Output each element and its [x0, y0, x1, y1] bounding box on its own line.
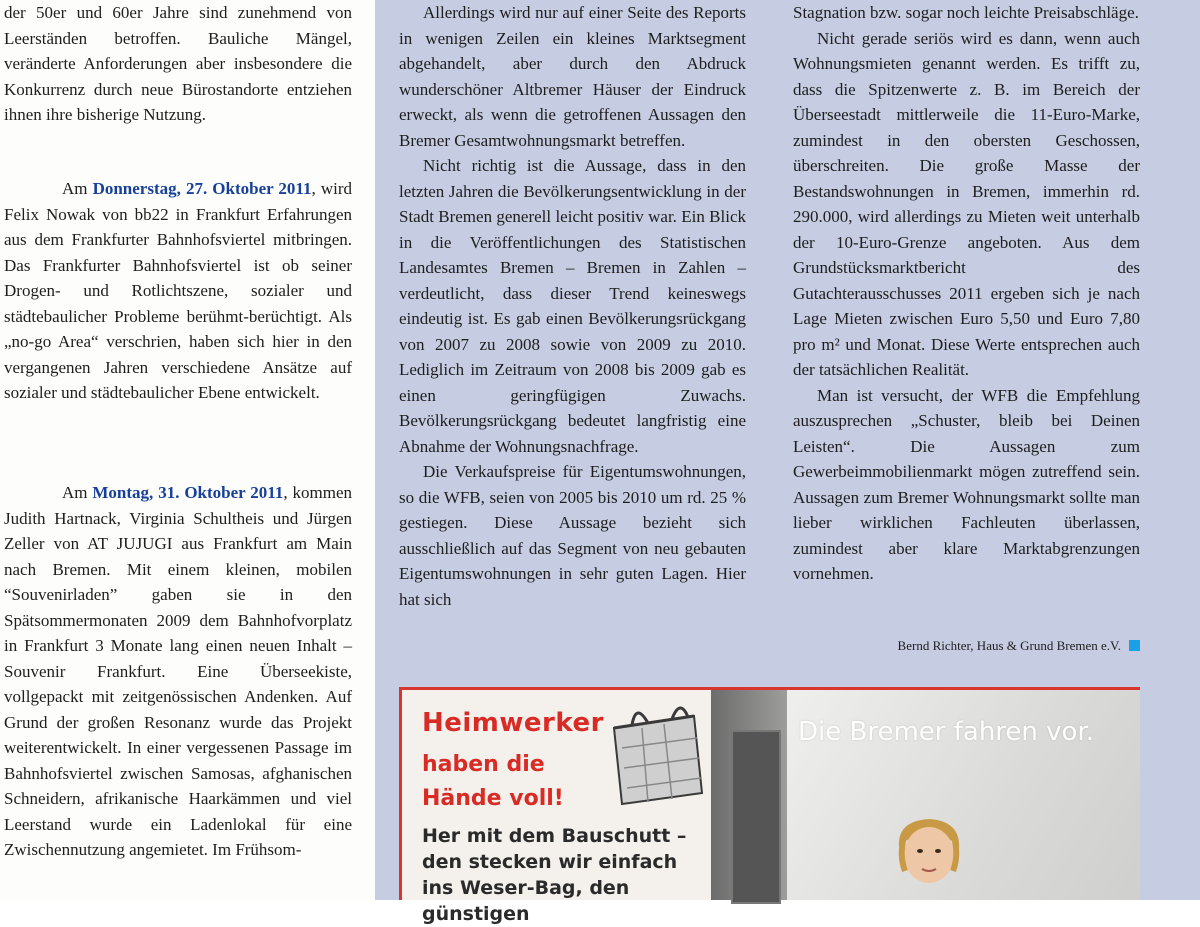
right-paragraph-3: Man ist versucht, der WFB die Empfehlung auszusprechen „Schuster, bleib bei Deinen Leisten“. Die Aussagen zum Gewerbeimmobilienmarkt mögen zutreffend sein. Aussagen zum Bremer Wohnungsmarkt sollte man lieber wirklichen Fachleuten überlassen, zumindest aber klare Marktabgrenzungen vornehmen. — [793, 385, 1140, 583]
left-paragraph-1-text: der 50er und 60er Jahre sind zunehmend von Leerständen betroffen. Bauliche Mängel, veränderte Anforderungen aber insbesondere die Konkurrenz durch neue Bürostandorte entziehen ihnen ihre bisherige Nutzung. — [4, 3, 352, 124]
ad-photo-door — [731, 730, 781, 904]
left-paragraph-3-prefix: Am — [62, 483, 93, 502]
middle-column — [399, 0, 746, 612]
ad-headline: Heimwerker — [422, 708, 604, 738]
event-date-thursday: Donnerstag, 27. Oktober 2011 — [92, 179, 312, 198]
middle-paragraph-2: Nicht richtig ist die Aussage, dass in den letzten Jahren die Bevölkerungsentwicklung in der Stadt Bremen generell leicht positiv war. Ein Blick in die Veröffentlichungen des Statistischen Landesamtes Bremen – Bremen in Zahlen – verdeutlicht, dass dieser Trend keineswegs eindeutig ist. Es gab einen Bevölkerungsrückgang von 2007 zu 2008 sowie von 2009 zu 2010. Lediglich im Zeitraum von 2008 bis 2009 gab es einen geringfügigen Zuwachs. Bevölkerungsrückgang bedeutet langfristig eine Abnahme der Wohnungsnachfrage. — [399, 156, 746, 456]
middle-paragraph-1: Allerdings wird nur auf einer Seite des Reports in wenigen Zeilen ein kleines Marktsegment abgehandelt, aber durch den Abdruck wunderschöner Altbremer Häuser der Eindruck erweckt, als wenn die getroffenen Aussagen den Bremer Gesamtwohnungsmarkt betreffen. — [399, 3, 746, 150]
left-paragraph-1 — [4, 0, 352, 128]
event-date-monday: Montag, 31. Oktober 2011 — [92, 483, 284, 502]
middle-paragraph-3: Die Verkaufspreise für Eigentumswohnungen, so die WFB, seien von 2005 bis 2010 um rd. 25 % gestiegen. Diese Aussage bezieht sich ausschließlich auf das Segment von neu gebauten Eigentumswohnungen in sehr guten Lagen. Hier hat sich — [399, 462, 746, 609]
author-signature-text: Bernd Richter, Haus & Grund Bremen e.V. — [897, 638, 1121, 653]
end-mark-icon — [1129, 640, 1140, 651]
left-paragraph-3-text: , kommen Judith Hartnack, Virginia Schultheis und Jürgen Zeller von AT JUJUGI aus Frankfurt am Main nach Bremen. Mit einem kleinen, mobilen “Souvenirladen” gaben sie in den Spätsommermonaten 2009 dem Bahnhofvorplatz in Frankfurt 3 Monate lang einen neuen Inhalt – Souvenir Frankfurt. Eine Überseekiste, vollgepackt mit zeitgenössischen Andenken. Auf Grund der großen Resonanz wurde das Projekt weiterentwickelt. In einer vergessenen Passage im Bahnhofsviertel zwischen Samosas, afghanischen Schneidern, afrikanische Haarkämmen und viel Leerstand wurde ein Ladenlokal für eine Zwischennutzung angemietet. Im Frühsom- — [4, 483, 352, 859]
left-column — [0, 0, 375, 900]
author-signature — [793, 636, 1140, 656]
left-paragraph-2 — [4, 176, 352, 406]
right-paragraph-1: Stagnation bzw. sogar noch leichte Preisabschläge. — [793, 3, 1139, 22]
advertisement[interactable] — [399, 687, 1140, 925]
right-column — [793, 0, 1140, 587]
right-paragraph-2: Nicht gerade seriös wird es dann, wenn auch Wohnungsmieten genannt werden. Es trifft zu, dass die Spitzenwerte z. B. im Bereich der Überseestadt mittlerweile die 11-Euro-Marke, zumindest in den obersten Geschossen, überschreiten. Die große Masse der Bestandswohnungen in Bremen, immerhin rd. 290.000, wird allerdings zu Mieten weit unterhalb der 10-Euro-Grenze angeboten. Aus dem Grundstücksmarktbericht des Gutachterausschusses 2011 ergeben sich je nach Lage Mieten zwischen Euro 5,50 und Euro 7,80 pro m² und Monat. Diese Werte entsprechen auch der tatsächlichen Realität. — [793, 28, 1140, 379]
ad-body-text: Her mit dem Bauschutt – den stecken wir einfach ins Weser-Bag, den günstigen — [422, 825, 687, 925]
left-paragraph-2-text: , wird Felix Nowak von bb22 in Frankfurt Erfahrungen aus dem Frankfurter Bahnhofsviertel mitbringen. Das Frankfurter Bahnhofsviertel ist ob seiner Drogen- und Rotlichtszene, sozialer und städtebaulicher Probleme berühmt-berüchtigt. Als „no-go Area“ verschrien, haben sich hier in den vergangenen Jahren verschiedene Ansätze auf sozialer und städtebaulicher Ebene entwickelt. — [4, 179, 352, 402]
left-paragraph-3 — [4, 480, 352, 863]
ad-subline: haben die Hände voll! — [422, 752, 564, 811]
child-photo-icon — [889, 815, 969, 900]
ad-tagline: Die Bremer fahren vor. — [798, 717, 1095, 747]
left-paragraph-2-prefix: Am — [62, 179, 93, 198]
construction-bag-icon — [602, 698, 707, 808]
ad-text-area — [402, 690, 711, 925]
